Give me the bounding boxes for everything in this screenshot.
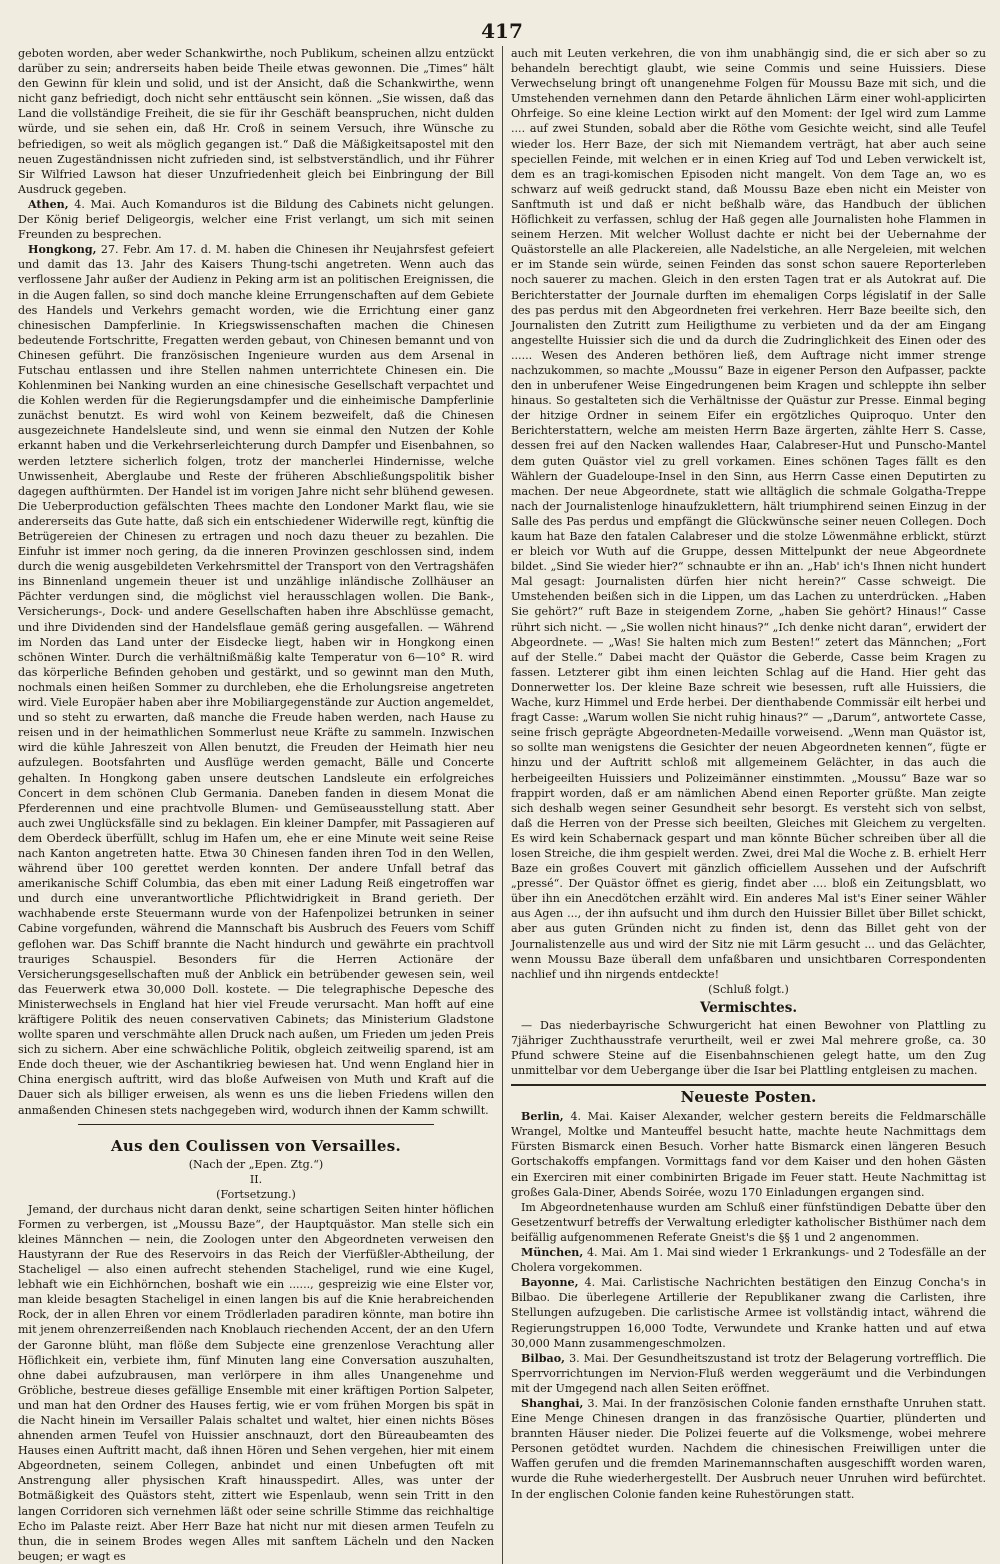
right-column	[502, 46, 986, 1564]
hongkong-news-item	[18, 242, 494, 1117]
bilbao-dateline: Bilbao,	[521, 1351, 566, 1365]
muenchen-text: 4. Mai. Am 1. Mai sind wieder 1 Erkrankungs- und 2 Todesfälle an der Cholera vorgekommen.	[511, 1246, 986, 1275]
left-column	[18, 46, 502, 1564]
feuilleton-part: II.	[249, 1172, 263, 1186]
shanghai-news-item	[511, 1396, 986, 1502]
berlin-news-item-2: Im Abgeordnetenhause wurden am Schluß einer fünfstündigen Debatte über den Gesetzentwurf betreffs der Verwaltung erledigter katholischer Bisthümer nach dem beifällig aufgenommenen Referate Gneist's die §§ 1 und 2 angenommen.	[511, 1200, 986, 1244]
hongkong-dateline: Hongkong,	[28, 243, 97, 257]
berlin-dateline: Berlin,	[521, 1110, 564, 1124]
berlin-text: 4. Mai. Kaiser Alexander, welcher gestern bereits die Feldmarschälle Wrangel, Moltke und Manteuffel besucht hatte, machte heute Nachmittags dem Fürsten Bismarck einen Besuch. Vorher hatte Bismarck einen längeren Besuch Gortschakoffs empfangen. Vormittags fand vor dem Kaiser und den hohen Gästen ein Exerciren mit einer combinirten Brigade im Feuer statt. Heute Nachmittag ist großes Gala-Diner, Abends Soirée, wozu 170 Einladungen ergangen sind.	[511, 1110, 986, 1199]
athen-dateline: Athen,	[28, 197, 69, 211]
athen-news-item	[18, 197, 494, 242]
bayonne-text: 4. Mai. Carlistische Nachrichten bestätigen den Einzug Concha's in Bilbao. Die überlegene Artillerie der Republikaner zwang die Carlisten, ihre Stellungen aufzugeben. Die carlistische Armee ist vollständig intact, während die Regierungstruppen 16,000 Todte, Verwundete und Kranke hatten und auf etwa 30,000 Mann zusammengeschmolzen.	[511, 1276, 986, 1350]
columns	[18, 46, 986, 1564]
shanghai-text: 3. Mai. In der französischen Colonie fanden ernsthafte Unruhen statt. Eine Menge Chinesen drangen in das französische Quartier, plünderten und brannten Häuser nieder. Die Polizei feuerte auf die Volksmenge, wobei mehrere Personen getödtet wurden. Nachdem die chinesischen Freiwilligen unter die Waffen gerufen und die fremden Marinemannschaften ausgeschifft worden waren, wurde die Ruhe wiederhergestellt. Der Ausbruch neuer Unruhen wird befürchtet. In der englischen Colonie fanden keine Ruhestörungen statt.	[511, 1396, 987, 1501]
feuilleton-source: (Nach der „Epen. Ztg.“)	[188, 1157, 324, 1171]
feuilleton-continuation-note: (Fortsetzung.)	[216, 1187, 296, 1201]
athen-date: 4. Mai.	[74, 197, 116, 211]
latest-news-heading: Neueste Posten.	[680, 1088, 817, 1107]
times-article-continuation: geboten worden, aber weder Schankwirthe, noch Publikum, scheinen allzu entzückt darüber zu sein; andrerseits haben beide Theile etwas gewonnen. Die „Times“ hält den Gewinn für klein und solid, und ist der Ansicht, daß die Schankwirthe, wenn nicht ganz befriedigt, doch nicht sehr enttäuscht sein können. „Sie wissen, daß das Land die vollständige Freiheit, die sie für ihr Geschäft beanspruchen, nicht dulden würde, und sie sehen ein, daß Hr. Croß in seinem Versuch, ihre Wünsche zu befriedigen, so weit als möglich gegangen ist.“ Daß die Mäßigkeitsapostel mit den neuen Zugeständnissen nicht zufrieden sind, ist selbstverständlich, und ihr Führer Sir Wilfried Lawson hat dieser Unzufriedenheit gleich bei Einbringung der Bill Ausdruck gegeben.	[18, 47, 494, 196]
bayonne-dateline: Bayonne,	[521, 1276, 579, 1290]
hongkong-text: 27. Febr. Am 17. d. M. haben die Chinesen ihr Neujahrsfest gefeiert und damit das 13. Jahr des Kaisers Thung-tschi angetreten. Wenn auch das verflossene Jahr außer der Audienz in Peking arm ist an politischen Ereignissen, die in die Augen fallen, so sind doch manche kleine Errungenschaften auf dem Gebiete des Handels und Verkehrs gemacht worden, wie die Errichtung einer ganz chinesischen Dampferlinie. In Kriegswissenschaften machen die Chinesen bedeutende Fortschritte, Fregatten werden gebaut, von Chinesen bemannt und von Chinesen geführt. Die französischen Ingenieure wurden aus dem Arsenal in Futschau entlassen und ihre Stellen nahmen unterrichtete Chinesen ein. Die Kohlenminen bei Nanking wurden an eine chinesische Gesellschaft verpachtet und die Kohlen werden für die Regierungsdampfer und die einheimische Dampferlinie zunächst benutzt. Es wird wohl von Keinem bezweifelt, daß die Chinesen ausgezeichnete Handelsleute sind, und wenn sie einmal den Nutzen der Kohle erkannt haben und die Verkehrserleichterung durch Dampfer und Eisenbahnen, so werden letztere sicherlich folgen, trotz der mancherlei Hindernisse, welche Unwissenheit, Aberglaube und Reste der früheren Abschließungspolitik bisher dagegen aufthürmten. Der Handel ist im vorigen Jahre nicht sehr blühend gewesen. Die Ueberproduction gefälschten Thees machte den Londoner Markt flau, wie sie andererseits das Gute hatte, daß sich ein entschiedener Widerwille regt, künftig die Betrügereien der Chinesen zu ertragen und noch dazu theuer zu bezahlen. Die Einfuhr ist immer noch gering, da die inneren Provinzen geschlossen sind, indem durch die wenig ausgebildeten Verkehrsmittel der Transport von den Vertragshäfen ins Binnenland ungemein theuer ist und unzählige inländische Zollhäuser an Pächter verdungen sind, die möglichst viel herausschlagen wollen. Die Bank-, Versicherungs-, Dock- und andere Gesellschaften haben ihre Abschlüsse gemacht, und ihre Dividenden sind der Handelsflaue gemäß gering ausgefallen. — Während im Norden das Land unter der Eisdecke liegt, haben wir in Hongkong einen schönen Winter. Durch die verhältnißmäßig kalte Temperatur von 6—10° R. wird das körperliche Befinden gehoben und gestärkt, und so gewinnt man den Muth, nochmals einen heißen Sommer zu durchleben, ehe die Erholungsreise angetreten wird. Viele Europäer haben aber ihre Mobiliargegenstände zur Auction angemeldet, und so steht zu erwarten, daß manche die Freude haben werden, nach Hause zu reisen und in der heimathlichen Sommerlust neue Kräfte zu sammeln. Inzwischen wird die kühle Jahreszeit von Allen benutzt, die Freuden der Heimath hier neu aufzulegen. Bootsfahrten und Ausflüge werden gemacht, Bälle und Concerte gehalten. In Hongkong gaben unsere deutschen Landsleute ein erfolgreiches Concert in dem schönen Club Germania. Daneben fanden in diesem Monat die Pferderennen und eine prachtvolle Blumen- und Gemüseausstellung statt. Aber auch zwei Unglücksfälle sind zu beklagen. Ein kleiner Dampfer, mit Passagieren auf dem Oberdeck überfüllt, schlug im Hafen um, ehe er eine Minute weit seine Reise nach Kanton angetreten hatte. Etwa 30 Chinesen fanden ihren Tod in den Wellen, während über 100 gerettet werden konnten. Der andere Unfall betraf das amerikanische Schiff Columbia, das eben mit einer Ladung Reiß eingetroffen war und durch eine unverantwortliche Pflichtwidrigkeit in Brand gerieth. Der wachhabende erste Steuermann wurde von der Hafenpolizei betrunken in seiner Cabine vorgefunden, während die Mannschaft bis Ausbruch des Feuers vom Schiff geflohen war. Das Schiff brannte die Nacht hindurch und gewährte ein prachtvoll trauriges Schauspiel. Besonders für die Herren Actionäre der Versicherungsgesellschaften muß der Anblick ein betrübender gewesen sein, weil das Feuerwerk etwa 30,000 Doll. kostete. — Die telegraphische Depesche des Ministerwechsels in England hat hier viel Freude verursacht. Man hofft auf eine kräftigere Politik des neuen conservativen Cabinets; das Ministerium Gladstone wollte sparen und verschmähte allen Druck nach außen, um Frieden um jeden Preis sich zu sichern. Aber eine schwächliche Politik, obgleich zeitweilig sparend, ist am Ende doch theuer, wie der Aschantikrieg bewiesen hat. Und wenn England hier in China energisch auftritt, wird das bloße Aufweisen von Muth und Kraft auf die Dauer sich als billiger erweisen, als wenn es uns die lieben Friedens willen den anmaßenden Chinesen stets nachgegeben wird, wodurch ihnen der Kamm schwillt.	[18, 243, 495, 1117]
page-number: 417	[481, 19, 523, 43]
muenchen-dateline: München,	[521, 1246, 584, 1260]
berlin-news-item	[511, 1109, 986, 1200]
bayonne-news-item	[511, 1275, 986, 1350]
vermischtes-heading: Vermischtes.	[699, 999, 798, 1016]
section-divider	[511, 1084, 986, 1086]
feuilleton-text: Jemand, der durchaus nicht daran denkt, seine schartigen Seiten hinter höflichen Formen zu verbergen, ist „Moussu Baze“, der Hauptquästor. Man stelle sich ein kleines Männchen — nein, die Zoologen unter den Abgeordneten verweisen den Haustyrann der Rue des Reservoirs in das Reich der Vierfüßler-Abtheilung, der Stacheligel — also einen aufrecht stehenden Stacheligel, rund wie eine Kugel, lebhaft wie ein Eichhörnchen, boshaft wie ein ......, gespreizig wie eine Elster vor, man kleide besagten Stacheligel in einen langen bis auf die Knie herabreichenden Rock, der in allen Ehren vor einem Trödlerladen paradiren könnte, man botire ihn mit jenem ohrenzerreißenden nach Knoblauch riechenden Accent, der an den Ufern der Garonne blüht, man flöße dem Subjecte eine grenzenlose Verachtung aller Höflichkeit ein, verbiete ihm, fünf Minuten lang eine Conversation auszuhalten, ohne dabei aufzubrausen, man verlörpere in ihm alles Unangenehme und Gröbliche, bestreue dieses gefällige Ensemble mit einer kräftigen Portion Salpeter, und man hat den Ordner des Hauses fertig, wie er vom frühen Morgen bis spät in die Nacht hinein im Versailler Palais schaltet und waltet, hier einen nichts Böses ahnenden armen Teufel von Huissier anschnauzt, dort den Büreaubeamten des Hauses einen Auftritt macht, daß ihnen Hören und Sehen vergehen, hier mit einem Abgeordneten, seinem Collegen, anbindet und einen Unbefugten oft mit Anstrengung aller physischen Kraft hinausspedirt. Alles, was unter der Botmäßigkeit des Quästors steht, zittert wie Espenlaub, wenn sein Tritt in den langen Corridoren sich vernehmen läßt oder seine schrille Stimme das reichhaltige Echo im Palaste reizt. Aber Herr Baze hat nicht nur mit diesen armen Teufeln zu thun, die in seinem Brodes wegen Alles mit sanftem Lächeln und den Nacken beugen; er wagt es	[18, 1202, 494, 1563]
bilbao-news-item	[511, 1351, 986, 1396]
muenchen-news-item	[511, 1245, 986, 1275]
feuilleton-title: Aus den Coulissen von Versailles.	[110, 1136, 402, 1155]
feuilleton-continuation: auch mit Leuten verkehren, die von ihm unabhängig sind, die er sich aber so zu behandeln berechtigt glaubt, wie seine Commis und seine Huissiers. Diese Verwechselung bringt oft unangenehme Folgen für Moussu Baze mit sich, und die Umstehenden vernehmen dann den Petarde ähnlichen Lärm einer wohl-applicirten Ohrfeige. So eine kleine Lection wirkt auf den Moment: der Igel wird zum Lamme .... auf zwei Stunden, sobald aber die Röthe vom Gesichte weicht, sind alle Teufel wieder los. Herr Baze, der sich mit Niemandem verträgt, hat aber auch seine speciellen Feinde, mit welchen er in einen Krieg auf Tod und Leben verwickelt ist, dem es an tragi-komischen Episoden nicht mangelt. Von dem Tage an, wo es schwarz auf weiß gedruckt stand, daß Moussu Baze eben nicht ein Meister von Sanftmuth ist und daß er nicht beßhalb wäre, das Handbuch der üblichen Höflichkeit zu verfassen, schlug der Haß gegen alle Journalisten hohe Flammen in seinem Herzen. Mit welcher Wollust dachte er nicht bei der Uebernahme der Quästorstelle an alle Plackereien, alle Nadelstiche, an alle Nergeleien, mit welchen er im Stande sein würde, seinen Feinden das sonst schon sauere Reporterleben noch sauerer zu machen. Gleich in den ersten Tagen trat er als Autokrat auf. Die Berichterstatter der Journale durften im ehemaligen Corps législatif in der Salle des pas perdus mit den Abgeordneten frei verkehren. Herr Baze beeilte sich, den Journalisten den Zutritt zum Heiligthume zu verbieten und da der am Eingang angestellte Huissier sich die und da durch die Zudringlichkeit des Einen oder des ...... Wesen des Anderen bethören ließ, dem Auftrage nicht immer strenge nachzukommen, so machte „Moussu“ Baze in eigener Person den Aufpasser, packte den in unberufener Weise Eingedrungenen beim Kragen und schleppte ihn selber hinaus. So gestalteten sich die Verhältnisse der Quästur zur Presse. Einmal beging der hitzige Ordner in seinem Eifer ein ergötzliches Quiproquo. Unter den Berichterstattern, welche am meisten Herrn Baze ärgerten, zählte Herr S. Casse, dessen frei auf den Nacken wallendes Haar, Calabreser-Hut und Punscho-Mantel dem guten Quästor viel zu grell vorkamen. Eines schönen Tages fällt es den Wählern der Guadeloupe-Insel in den Sinn, aus Herrn Casse einen Deputirten zu machen. Der neue Abgeordnete, statt wie alltäglich die schmale Golgatha-Treppe nach der Journalistenloge hinaufzuklettern, hält triumphirend seinen Einzug in der Salle des Pas perdus und empfängt die Glückwünsche seiner neuen Collegen. Doch kaum hat Baze den fatalen Calabreser und die stolze Löwenmähne erblickt, stürzt er bleich vor Wuth auf die Gruppe, dessen Mittelpunkt der neue Abgeordnete bildet. „Sind Sie wieder hier?“ schnaubte er ihn an. „Hab' ich's Ihnen nicht hundert Mal gesagt: Journalisten dürfen hier nicht herein?“ Casse schweigt. Die Umstehenden beißen sich in die Lippen, um das Lachen zu unterdrücken. „Haben Sie gehört?“ ruft Baze in steigendem Zorne, „haben Sie gehört? Hinaus!“ Casse rührt sich nicht. — „Sie wollen nicht hinaus?“ „Ich denke nicht daran“, erwidert der Abgeordnete. — „Was! Sie halten mich zum Besten!“ zetert das Männchen; „Fort auf der Stelle.“ Dabei macht der Quästor die Geberde, Casse beim Kragen zu fassen. Letzterer gibt ihm einen leichten Schlag auf die Hand. Hier geht das Donnerwetter los. Der kleine Baze schreit wie besessen, ruft alle Huissiers, die Wache, kurz Himmel und Erde herbei. Der dienthabende Commissär eilt herbei und fragt Casse: „Warum wollen Sie nicht ruhig hinaus?“ — „Darum“, antwortete Casse, seine frisch geprägte Abgeordneten-Medaille vorweisend. „Wenn man Quästor ist, so sollte man wenigstens die Gesichter der neuen Abgeordneten kennen“, fügte er hinzu und der Auftritt schloß mit allgemeinem Gelächter, in das auch die herbeigeeilten Huissiers und Polizeimänner einstimmten. „Moussu“ Baze war so frappirt worden, daß er am nämlichen Abend einen Reporter grüßte. Man zeigte sich deshalb wegen seiner Gesundheit sehr besorgt. Es versteht sich von selbst, daß die Herren von der Presse sich beeilten, Gleiches mit Gleichem zu vergelten. Es wird kein Schabernack gespart und man könnte Bücher schreiben über all die losen Streiche, die ihm gespielt werden. Zwei, drei Mal die Woche z. B. erhielt Herr Baze ein großes Couvert mit gänzlich officiellem Aussehen und der Aufschrift „pressé“. Der Quästor öffnet es gierig, findet aber .... bloß ein Zeitungsblatt, wo über ihn ein Anecdötchen erzählt wird. Ein anderes Mal ist's Einer seiner Wähler aus Agen ..., der ihn aufsucht und ihm durch den Huissier Billet über Billet schickt, aber aus guten Gründen nicht zu finden ist, denn das Billet geht von der Journalistenzelle aus und wird der Sitz nie mit Lärm gesucht ... und das Gelächter, wenn Moussu Baze überall dem unfaßbaren und unsichtbaren Correspondenten nachlief und ihn nirgends entdeckte!	[511, 47, 986, 981]
to-be-concluded-note: (Schluß folgt.)	[708, 982, 789, 996]
vermischtes-item: — Das niederbayrische Schwurgericht hat einen Bewohner von Plattling zu 7jähriger Zuchthausstrafe verurtheilt, weil er zwei Mal mehrere große, ca. 30 Pfund schwere Steine auf die Eisenbahnschienen gelegt hatte, um den Zug unmittelbar vor dem Uebergange über die Isar bei Plattling entgleisen zu machen.	[511, 1018, 986, 1078]
section-divider	[78, 1124, 434, 1125]
bilbao-text: 3. Mai. Der Gesundheitszustand ist trotz der Belagerung vortrefflich. Die Sperrvorrichtungen im Nervion-Fluß werden weggeräumt und die Verbindungen mit der Umgegend nach allen Seiten eröffnet.	[511, 1351, 986, 1395]
shanghai-dateline: Shanghai,	[521, 1396, 584, 1410]
athen-text: Auch Komanduros ist die Bildung des Cabinets nicht gelungen. Der König berief Deligeorgis, welcher eine Frist verlangt, um sich mit seinen Freunden zu besprechen.	[18, 197, 494, 242]
